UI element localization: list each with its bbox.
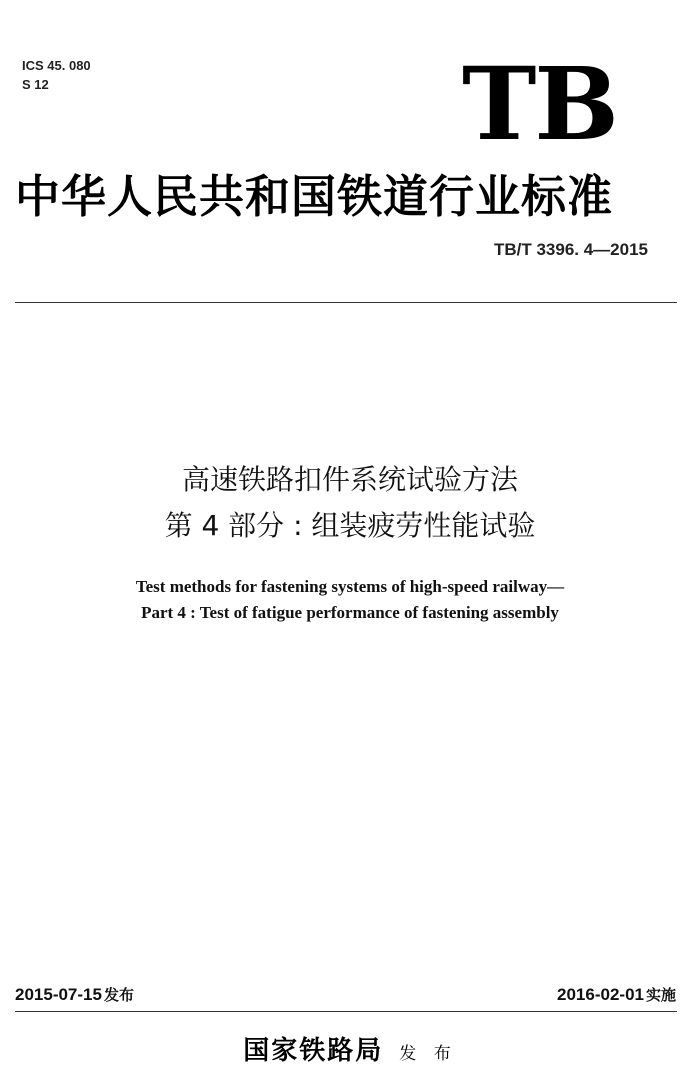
publisher-name: 国家铁路局 [243, 1036, 384, 1066]
implementation-label: 实施 [645, 986, 676, 1004]
ics-code: ICS 45. 080 [22, 58, 91, 73]
classification-codes [22, 56, 91, 94]
ccs-code: S 12 [22, 77, 49, 92]
standard-code: TB/T 3396. 4—2015 [493, 240, 648, 259]
implementation-date-block [557, 984, 676, 1005]
publisher-line [0, 1030, 700, 1067]
issue-date: 2015-07-15 [15, 985, 102, 1004]
english-title-line-1: Test methods for fastening systems of high-speed railway— [135, 577, 565, 596]
implementation-date: 2016-02-01 [557, 985, 644, 1004]
publisher-action: 发 布 [399, 1044, 457, 1064]
tb-logo: TB [462, 45, 617, 163]
chinese-title-line-2: 第 4 部分 : 组装疲劳性能试验 [164, 509, 536, 542]
english-title-line-2: Part 4 : Test of fatigue performance of fastening assembly [141, 603, 559, 622]
top-divider [15, 302, 677, 303]
chinese-title-line-1: 高速铁路扣件系统试验方法 [181, 463, 518, 496]
bottom-divider [15, 1011, 677, 1012]
issue-label: 发布 [103, 986, 134, 1004]
standard-category-title: 中华人民共和国铁道行业标准 [15, 170, 614, 223]
issue-date-block [15, 984, 134, 1005]
